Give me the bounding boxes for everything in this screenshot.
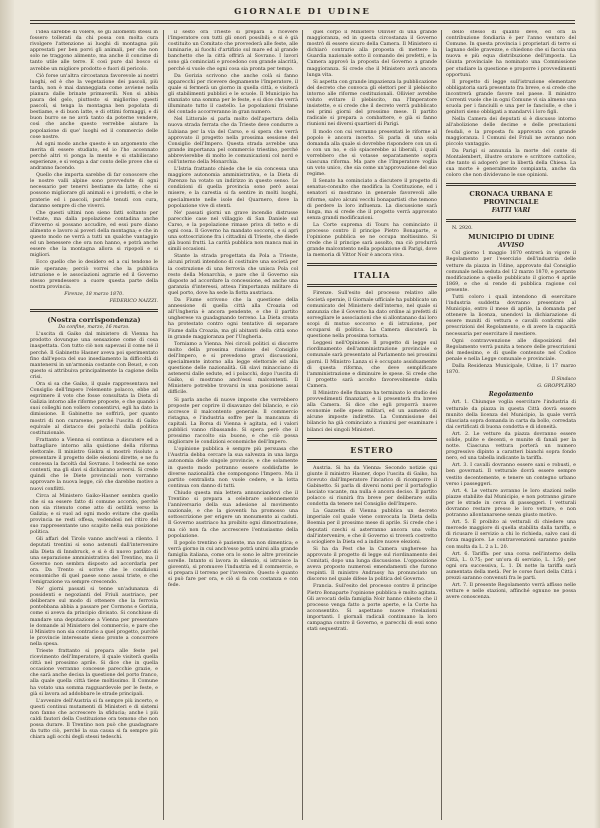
page-binding-shadow xyxy=(0,0,14,828)
section-title-italia: ITALIA xyxy=(353,270,391,281)
column-4 xyxy=(446,30,576,820)
paragraph: Ecco quello che io desidero ed a cui tendono le mie speranze; perciò vorrei che la pubblica istruzione e le associazioni agrarie ed il Governo stesso prendessero a cuore questa parte della nostra provincia. xyxy=(30,260,158,290)
paragraph: Art. 4. Le vetture avranno le loro stazioni nelle piazze stabilite dal Municipio, e non potranno girare per le strade in cerca di passeggeri. I vetturali dovranno restare presso le loro vetture, e non potranno allontanarsene senza giusto motivo. xyxy=(446,488,576,519)
paragraph: Art. 5. È proibito ai vetturali di chiedere una mercede maggiore di quella stabilita dalla tariffa, e di ricusare il servizio a chi lo richieda, salvo casi di forza maggiore. Le contravvenzioni saranno punite con multa da L. 2 a L. 20. xyxy=(446,520,576,550)
section-divider xyxy=(307,459,437,462)
column-3 xyxy=(307,30,437,820)
section-title-cronaca: CRONACA URBANA E PROVINCIALE xyxy=(469,190,553,207)
section-subtitle: FATTI VARI xyxy=(491,207,531,215)
section-title-estero: ESTERO xyxy=(350,444,394,455)
notice-number: N. 2920. xyxy=(452,226,473,232)
section-divider xyxy=(446,183,576,186)
paragraph: quel corpo il Ministero Ollivier di una grande maggioranza, ed in questa circostanza il Governo mostrò di essere sicuro della Camera. Il Ministero si dichiarò contrario alla proposta di mettere la Guardia nazionale sotto il comando dei prefetti, e la Camera approvò la proposta del Governo a grande maggioranza. Si crede che il Ministero avrà ancora lunga vita. xyxy=(307,30,437,78)
paragraph: Art. 6. Tariffa: per una corsa nell'interno della Città, L. 0.75; per un'ora di servizio, L. 1.50; per ogni ora successiva, L. 1. Di notte la tariffa sarà aumentata della metà. Per le corse fuori della Città i prezzi saranno convenuti fra le parti. xyxy=(446,551,576,582)
paragraph: Firenze. Sull'esito del processo relativo alle Società operaie, il Giornale ufficiale ha pubblicato un comunicato del Ministero dell'interno, nel quale si annunzia che il Governo ha dato ordine ai prefetti di sorvegliare le associazioni che si allontanano dai loro scopi di mutuo soccorso e di istruzione, per occuparsi di politica. La Camera discuterà la questione nella prossima tornata. xyxy=(307,291,437,340)
paragraph: Che questi ultimi non sieno fatti soltanto per l'estate, ma dalla popolazione contadina anche d'inverno si possano accudire, ed essi pure diano alimento e lavoro ai poveri della montagna; e che in questo modo ne verrà a tutti un qualche vantaggio ed un benessere che ora non hanno, e potrà anche essere che la montagna allora si ripopoli e si migliori. xyxy=(30,210,158,259)
paragraph: Ne' passati giorni un grave incendio distrusse parecchie case nel villaggio di San Daniele sul Carso, e la popolazione rimase priva di tetto e di ogni cosa. Il Governo ha mandato soccorsi, e si aprì una sottoscrizione fra i cittadini di Trieste, che diede già buoni frutti. La carità pubblica non manca mai in simili occasioni. xyxy=(168,210,298,253)
column-1 xyxy=(30,30,158,820)
running-title: GIORNALE DI UDINE xyxy=(234,7,371,17)
paragraph: Circa al Ministero Gaiko-Hasner sembra quello che si sa essere fatto di comune accordo, perché non sia ritenuto come atto di ostilità verso la Galizia; e si vuol ad ogni modo evitare che quella provincia ne resti offesa, vedendosi nel ritiro del suo rappresentante uno scapito nella sua posizione politica. xyxy=(30,493,158,536)
paragraph: Si parla anche di nuove imposte che verrebbero proposte per coprire il disavanzo del bilancio, e ciò accresce il malcontento generale. Il commercio ristagna, e l'industria soffre per la mancanza di capitali. La Borsa di Vienna è agitata, ed i valori pubblici vanno ribassando. Si spera però che il prossimo raccolto sia buono, e che ciò possa migliorare le condizioni economiche dell'Impero. xyxy=(168,397,298,446)
paragraph: Art. 2. Le vetture da piazza dovranno essere solide, pulite e decenti, e munite di fanali per la notte. Ciascuna vettura porterà un numero progressivo dipinto a caratteri bianchi sopra fondo nero, ed una tabella indicante la tariffa. xyxy=(446,431,576,462)
paragraph: Ora si sa che Gaiko, il quale rappresentava nel Consiglio dell'Impero l'elemento polacco, ebbe ad esprimere il voto che fosse consultata la Dieta di Galizia intorno alle riforme proposte, e che quando i suoi colleghi non vollero consentirvi, egli ha dato la dimissione. Il Gabinetto ne soffrirà, per quanto mostri di non curarsene, perché l'uscita di Gaiko equivale al distacco dei polacchi dalla politica costituzionale. xyxy=(30,381,158,436)
paragraph: Chiudo questa mia lettera annunciandovi che il Trentino si prepara a celebrare solennemente l'anniversario della sua adesione al movimento nazionale, e che la gioventù ha promosso una sottoscrizione per erigere un monumento ai caduti. Il Governo austriaco ha proibito ogni dimostrazione, ma ciò non fa che accrescere l'entusiasmo della popolazione. xyxy=(168,490,298,539)
paragraph: La Corte suprema di Tours ha cominciato il processo contro il principe Pietro Bonaparte, e l'opinione pubblica se ne occupa moltissimo. Si crede che il principe sarà assolto, ma ciò produrrà grande malcontento nella popolazione di Parigi, dove la memoria di Vittor Noir è ancora viva. xyxy=(307,222,437,259)
header-rule-2 xyxy=(30,23,575,24)
header-rule xyxy=(30,20,575,21)
paragraph: Nel Littorale si parla molto dell'apertura della nuova strada ferrata che da Trieste deve condurre a Lubiana per la via del Carso, e si spera che verrà approvato il progetto nella prossima sessione del Consiglio dell'Impero. Questa strada avrebbe una grande importanza pel commercio triestino, perché abbrevierebbe di molto le comunicazioni col nord e coll'interno della Monarchia. xyxy=(168,117,298,165)
dateline: Firenze, 18 marzo 1870. xyxy=(64,291,124,297)
paragraph: Tutti coloro i quali intendono di esercitare l'industria suddetta dovranno presentare al Municipio, entro il mese di aprile, la domanda per ottenere la licenza, unendovi la dichiarazione di essere muniti di vettura e cavalli conformi alle prescrizioni del Regolamento, e di avere la capacità necessaria per esercitare il mestiere. xyxy=(446,295,576,337)
section-divider xyxy=(307,263,437,266)
page-edge xyxy=(594,0,600,828)
paragraph: L'avvenire dell'Austria si fa sempre più incerto, e questi continui mutamenti di Ministeri e di sistemi non fanno che accrescere la sfiducia; anche i più caldi fautori della Costituzione ora temono che non possa durare. Il Trentino non può che guadagnare da tutto ciò, perché la sua causa si fa sempre più chiara agli occhi degli stessi tedeschi. xyxy=(30,698,158,741)
paragraph: Il Ministro delle finanze ha terminato lo studio dei provvedimenti finanziari, e li presenterà fra breve alla Camera. Si dice che egli proporrà nuove economie nelle spese militari, ed un aumento di alcune imposte indirette. La Commissione del bilancio ha già cominciato a riunirsi per esaminare i bilanci dei singoli Ministeri. xyxy=(307,390,437,433)
paragraph: Ad ogni modo anche questo è un argomento che merita di essere studiato, ed io l'ho accennato perché altri vi ponga la mente e si stabiliscano esperienze, e si venga a dar conto delle prove che si andranno facendo. xyxy=(30,141,158,172)
paragraph: Stante la strada progettata da Pola a Trieste, alcuni privati intendono di costituire una società per la costruzione di una ferrovia che unisca Pola col resto della Monarchia, e pare che il Governo sia disposto ad accordare la concessione, ed anche una garanzia d'interessi, attesa l'importanza militare di quel porto, dove ha sede la flotta austriaca. xyxy=(168,254,298,296)
paragraph: L'uscita di Gaiko dal ministero di Vienna ha prodotto dovunque una sensazione come di cosa inaspettata. Con tutto ciò non sapevasi il come né il perché. Il Gabinetto Hasner aveva poi sperimentato fino dall'epoca del suo insediamento la difficoltà di mantenersi in un'armonia costante con Beust, e con questo si attribuiva principalmente la cagione della crisi. xyxy=(30,332,158,380)
paragraph: Da Parigi si annunzia la morte del conte di Montalembert, illustre oratore e scrittore cattolico, che tanto si adoperò per la libertà della Chiesa. La sua morte è generalmente compianta, anche da coloro che non dividevano le sue opinioni. xyxy=(446,148,576,179)
paragraph: Il progetto di legge sull'istruzione elementare obbligatoria sarà presentato fra breve, e si crede che incontrerà grande favore nel paese. Il ministro Correnti vuole che in ogni Comune vi sia almeno una scuola per i fanciulli e una per le fanciulle, e che i genitori sieno obbligati a mandarvi i loro figli. xyxy=(446,79,576,116)
paragraph: Il modo con cui verranno presentati le riforme al popolo è ancora incerto. Si parla di una sola domanda alla quale si dovrebbe rispondere con un sì o con un no, e ciò spiacerebbe ai liberali, i quali vorrebbero che si votasse separatamente sopra ciascuna riforma. Ma pare che l'Imperatore voglia un voto unico, che sia come un'approvazione del suo regime. xyxy=(307,129,437,178)
paragraph: Il Senato ha cominciato a discutere il progetto di senatus-consulto che modifica la Costituzione, ed i senatori si mostrano in generale favorevoli alle riforme, salvo alcuni vecchi bonapartisti che temono di perdere la loro influenza. La discussione sarà lunga, ma si crede che il progetto verrà approvato senza grandi modificazioni. xyxy=(307,179,437,221)
paragraph: Si aspetta con grande impazienza la pubblicazione del decreto che convoca gli elettori per il plebiscito intorno alle riforme costituzionali. Ollivier avrebbe voluto evitare il plebiscito, ma l'Imperatore insistette, e si crede che il decreto verrà pubblicato nei primi giorni del prossimo mese. Il partito radicale si prepara a combattere, e già si fanno riunioni nei diversi quartieri di Parigi. xyxy=(307,79,437,128)
paragraph: Frattanto a Vienna si continua a discutere ed a battagliare intorno alla quistione della riforma elettorale. Il ministro Giskra si mostrò risoluto a presentare il progetto delle elezioni dirette, e ne fu concessa la facoltà dal Sovrano. I tedeschi ne sono contenti, ma gli slavi si dichiarano avversi. Si crede quindi che le Diete provinciali non vorranno approvare la nuova legge, ciò che darebbe motivo a nuovi conflitti. xyxy=(30,437,158,492)
paragraph: Da Gorizia scrivono che anche colà si fanno apparecchi per ricevere degnamente l'Imperatore, il quale si fermerà un giorno in quella città, e visiterà gli stabilimenti pubblici e le scuole. Il Municipio ha stanziato una somma per le feste, e si dice che verrà illuminato tutto il castello. Le popolazioni friulane del contado accorreranno in gran numero. xyxy=(168,73,298,116)
paragraph: Francia. Sull'esito del processo contro il principe Pietro Bonaparte l'opinione pubblica è molto agitata. Gli avvocati della famiglia Noir hanno chiesto che il processo venga fatto a porte aperte, e la Corte ha acconsentito. Si aspettano nuove rivelazioni importanti. I giornali radicali continuano la loro campagna contro il Governo, e parecchi di essi sono stati sequestrati. xyxy=(307,584,437,633)
section-divider xyxy=(446,219,576,222)
paragraph: Art. 7. Il presente Regolamento verrà affisso nelle vetture e nelle stazioni, affinché ognuno ne possa avere conoscenza. xyxy=(446,583,576,601)
paragraph: Torniamo a Vienna. Nei circoli politici si discorre molto della prossima riunione del Consiglio dell'Impero, e si prevedono gravi discussioni, specialmente intorno alla legge elettorale ed alla questione delle nazionalità. Gli slavi minacciano di astenersi dalle sedute, ed i polacchi, dopo l'uscita di Gaiko, si mostrano anch'essi malcontenti. Il Ministero potrebbe trovarsi in una posizione assai difficile. xyxy=(168,341,298,396)
column-2 xyxy=(168,30,298,820)
paragraph: Art. 1. Chiunque voglia esercitare l'industria di vetturale da piazza in questa Città dovrà essere munito della licenza del Municipio, la quale verrà rilasciata sopra domanda in carta da bollo, corredata dai certificati di buona condotta e di idoneità. xyxy=(446,400,576,430)
section-dateline: Da confine, marzo, 16 marzo. xyxy=(58,325,130,331)
regulation-title: Regolamento xyxy=(488,391,534,399)
paragraph: Gli affari del Tirolo vanno anch'essi a rilento. I deputati trentini si sono astenuti dall'intervenire alla Dieta di Innsbruck, e si è di nuovo parlato di una separazione amministrativa del Trentino, ma il Governo non sembra disposto ad accordarla per ora. Da Trento si scrive che le condizioni economiche di quel paese sono assai triste, e che l'emigrazione va sempre crescendo. xyxy=(30,537,158,585)
paragraph: Trieste frattanto si prepara alle feste pel ricevimento dell'Imperatore, il quale visiterà quella città nel prossimo aprile. Si dice che in quella occasione verranno concesse parecchie grazie, e che sarà anche decisa la questione del porto franco, alla quale quella città tiene moltissimo. Il Comune ha votato una somma ragguardevole per le feste, e già si lavora ad addobbare le strade principali. xyxy=(30,649,158,697)
paragraph: Il popolo trentino è paziente, ma non dimentica; e verrà giorno in cui anch'esso potrà unirsi alla grande famiglia italiana, come ora lo sono le altre provincie sorelle. Intanto si lavora in silenzio, si istruisce la gioventù, si promuove l'industria ed il commercio, e si prepara il terreno per l'avvenire. Questo è quanto si può fare per ora, e ciò si fa con costanza e con fede. xyxy=(168,540,298,589)
paragraph: Da Fiume scrivono che la questione della annessione di quella città alla Croazia od all'Ungheria è ancora pendente, e che il partito ungherese va guadagnando terreno. La Dieta croata ha protestato contro ogni tentativo di separare Fiume dalla Croazia, ma gli abitanti della città sono in grande maggioranza per l'Ungheria. xyxy=(168,298,298,340)
paragraph: Art. 3. I cavalli dovranno essere sani e robusti, e ben governati. Il vetturale dovrà essere sempre vestito decentemente, e tenere un contegno urbano verso i passeggeri. xyxy=(446,463,576,487)
paragraph: Nella Camera dei deputati si è discusso intorno all'abolizione delle decime e delle prestazioni feudali, e la proposta fu approvata con grande maggioranza. I Comuni del Friuli ne avranno non piccolo vantaggio. xyxy=(446,117,576,147)
paragraph: Ne' giorni passati si tenne un'adunanza di possidenti e negozianti del Friuli austriaco, per deliberare sul modo di ottenere che la ferrovia pontebbana abbia a passare per Cormons e Gorizia, come si aveva da principio divisato. Si conchiuse di mandare una deputazione a Vienna per presentare le domande al Ministero del commercio, e pare che il Ministro non sia contrario a quel progetto, purché le provincie interessate sieno pronte a concorrere nella spesa. xyxy=(30,587,158,647)
signature-title: Il Sindaco xyxy=(551,377,576,383)
paragraph: Dalla Residenza Municipale, Udine, li 17 marzo 1870. xyxy=(446,364,576,376)
paragraph: l'idea sarebbe di volere, se gli allomenti stessi in fossero tollerati da chi possa con molta cura rivolgere l'attenzione ai luoghi di montagna più apprestati per ben porvi gli animali, per che non solo ne traggono alimento, ma anche il concime di tanto utile alle terre. E così pure dal bosco si avrebbe un migliore prodotto e fuori di pericolo. xyxy=(30,30,158,72)
signature: FEDERICO NAIZZI. xyxy=(109,299,158,305)
paragraph: Col giorno 1 maggio 1870 entrerà in vigore il Regolamento per l'esercizio dell'industria delle vetture da piazza in Udine, approvato dal Consiglio comunale nella seduta del 12 marzo 1870, e portante modificazione a quello pubblicato il giorno 4 aprile 1869, e che si rende di pubblica ragione col presente. xyxy=(446,251,576,293)
paragraph: Si ha da Pest che la Camera ungherese ha approvato il progetto di legge sul riordinamento dei Comitati, dopo una lunga discussione. L'opposizione aveva proposto numerosi emendamenti che furono respinti. Il ministro Andrassy ha pronunciato un discorso nel quale difese la politica del Governo. xyxy=(307,546,437,583)
paragraph: L'opinione pubblica è sempre più persuasa che l'Austria debba cercare la sua salvezza in una larga autonomia delle singole provincie, e che solamente in questo modo potranno essere soddisfatte le diverse nazionalità che compongono l'Impero. Ma il partito centralista non vuole cedere, e la lotta continua con danno di tutti. xyxy=(168,447,298,489)
section-divider xyxy=(307,284,437,287)
section-title: (Nostra corrispondenza) xyxy=(47,316,141,325)
paragraph: L'Istria frattanto chiede che le sia concessa una maggiore autonomia amministrativa, e la Dieta di Parenzo ha votato un indirizzo in questo senso. Le condizioni di quella provincia sono però assai misere, e la carestia si fa sentire in molti luoghi, specialmente nelle isole del Quarnero, dove la popolazione vive di stenti. xyxy=(168,167,298,209)
column-rule xyxy=(163,30,164,820)
paragraph: Ogni contravvenzione alle disposizioni del Regolamento verrà punita a tenore delle prescrizioni del medesimo, e di quelle contenute nel Codice penale e nella Legge comunale e provinciale. xyxy=(446,338,576,362)
paragraph: Quello che importa sarebbe di far conoscere che le nostre valli alpine sono provvedute di ogni necessario per tenervi bestiame da latte; che si possono migliorare gli animali e i prodotti, e che le praterie ed i pascoli, purché tenuti con cura, daranno sempre di che viverci. xyxy=(30,173,158,209)
section-divider xyxy=(307,438,437,441)
paragraph: dello stesso di quanto deve, ed ora la contribuzione fondiaria è per l'anno venturo del Comune. In questa provincia i proprietari di terre si lagnano delle gravezze, e chiedono che si faccia una nuova e più equa distribuzione dell'imposta. La Giunta provinciale ha nominato una Commissione per studiare la questione e proporre i provvedimenti opportuni. xyxy=(446,30,576,78)
notice-heading: AVVISO xyxy=(498,242,524,250)
paragraph: Leggesi nell'Opinione: Il progetto di legge sul riordinamento dell'amministrazione provinciale e comunale sarà presentato al Parlamento nei prossimi giorni. Il Ministro Lanza si è occupato assiduamente di questa riforma, che deve semplificare l'amministrazione e diminuire le spese. Si crede che il progetto sarà accolto favorevolmente dalla Camera. xyxy=(307,341,437,389)
signature-name: G. GROPPLERO xyxy=(537,384,576,390)
paragraph: il sesto ora Trieste si prepara a ricevere l'Imperatore con tutti gli onori possibili; e si è già costituito un Comitato che provvederà alle feste, alle luminarie, ai fuochi d'artifizio sul mare ed al grande banchetto che la città offrirà al Sovrano. I lavori sono già cominciati e procedono con grande alacrità, perché si vuole che ogni cosa sia pronta per tempo. xyxy=(168,30,298,72)
paragraph: Austria. Si ha da Vienna: Secondo notizie qui giunte il ministro Hasner, dopo l'uscita di Gaiko, ha ricevuto dall'Imperatore l'incarico di ricomporre il Gabinetto. Si parla di diversi nomi per il portafoglio lasciato vacante, ma nulla è ancora deciso. Il partito polacco si riunirà fra breve per deliberare sulla condotta da tenere nel Consiglio dell'Impero. xyxy=(307,465,437,508)
section-divider xyxy=(30,309,158,312)
paragraph: Ciò forse un'altra circostanza favorevole ai nostri luoghi, ed è che la vegetazione dei pascoli, più tarda, non è mai danneggiata come avviene nella pianura dalle brinate primaverili. Non si abbia paura del gelo, piuttosto si migliorino questi pascoli, si tenga la montagna ben popolata di bestiame, e di buon latte, e di ottimi formaggi, e di buon burro se ne avrà tanto da poterne vendere, così che anche questo verrebbe aiutare la popolazione di que' luoghi ed il commercio delle cose nostre. xyxy=(30,73,158,140)
notice-authority: MUNICIPIO DI UDINE xyxy=(468,233,554,242)
column-rule xyxy=(302,30,303,820)
paragraph: La Gazzetta di Vienna pubblica un decreto imperiale col quale viene convocata la Dieta della Boemia per il prossimo mese di aprile. Si crede che i deputati czechi si asterranno ancora una volta dall'intervenire, e che il Governo si troverà costretto a sciogliere la Dieta ed a indire nuove elezioni. xyxy=(307,509,437,545)
column-rule xyxy=(441,30,442,820)
